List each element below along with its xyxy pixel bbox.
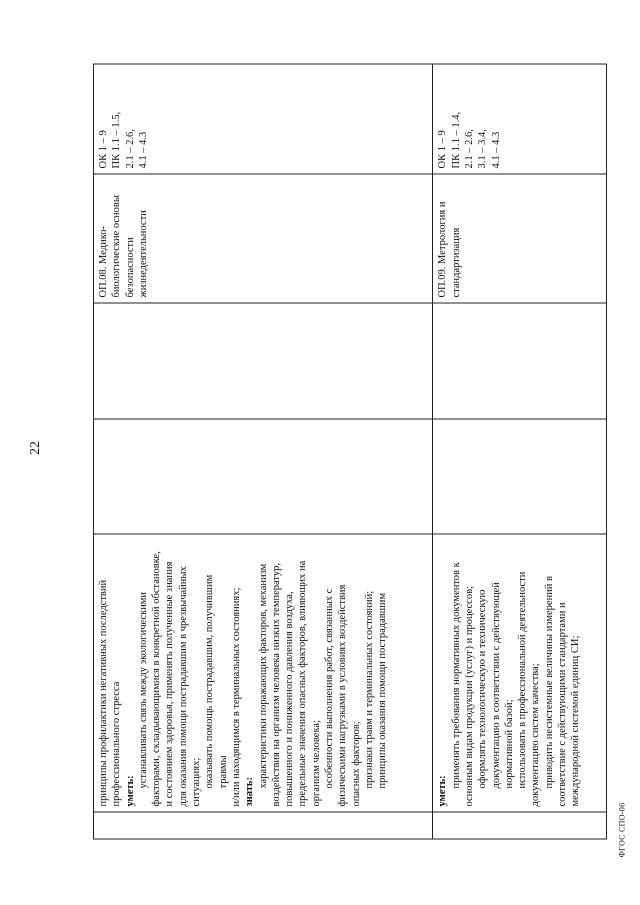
table-row <box>433 64 607 839</box>
competencies-cell <box>433 64 607 174</box>
discipline-line: ОП.09. Метрология и <box>437 201 449 298</box>
requirement-line: основным видам продукции (услуг) и процессов; <box>463 586 475 807</box>
requirement-line: характеристики поражающих факторов, механизм <box>257 563 269 789</box>
requirement-line: и/или находящимся в терминальных состояниях; <box>230 587 242 807</box>
requirement-line: физическими нагрузками в условиях воздействия <box>337 584 349 807</box>
competency-line: 4.1 – 4.3 <box>490 131 502 169</box>
hours-cell <box>433 303 607 419</box>
discipline-line: жизнедеятельности <box>137 210 149 298</box>
table-row <box>94 64 433 839</box>
requirement-line: международной системой единиц СИ; <box>570 635 582 807</box>
discipline-line: ОП.08. Медико- <box>98 225 109 298</box>
requirement-line: применять требования нормативных документов к <box>450 562 462 789</box>
requirement-line: воздействия на организм человека низких температур, <box>270 563 282 807</box>
competency-line: ОК 1 – 9 <box>98 130 109 169</box>
competency-line: ПК 1.1 – 1.5, <box>111 111 123 169</box>
discipline-line: безопасности <box>124 237 136 298</box>
requirement-line: использовать в профессиональной деятельности <box>517 571 529 789</box>
requirement-line: ситуациях; <box>191 757 203 807</box>
requirement-line: для оказания помощи пострадавшим в чрезвычайных <box>177 566 189 807</box>
discipline-line: биологические основы <box>111 195 123 298</box>
section-heading: уметь: <box>124 775 136 807</box>
requirement-line: устанавливать связь между экологическими <box>137 591 149 789</box>
curriculum-table-rotated <box>93 65 607 840</box>
requirements-cell <box>433 534 607 812</box>
index-cell <box>94 812 433 839</box>
requirement-line: нормативной базой; <box>503 699 515 789</box>
hours-cell <box>433 419 607 534</box>
requirement-line: приводить несистемные величины измерений в <box>543 575 555 789</box>
section-heading: знать: <box>244 777 256 807</box>
requirement-line: оформлять технологическую и техническую <box>477 589 489 789</box>
requirement-line: факторами, складывающимися в конкретной обстановке, <box>151 551 163 807</box>
requirement-line: повышенного и пониженного давления воздуха, <box>284 591 296 807</box>
discipline-cell <box>433 174 607 303</box>
requirement-line: принципы профилактики негативных последствий <box>98 579 109 807</box>
requirement-line: принципы оказания помощи пострадавшим <box>377 592 389 789</box>
requirement-line: оказывать помощь пострадавшим, получившим травмы <box>204 574 229 789</box>
competency-line: 4.1 – 4.3 <box>137 131 149 169</box>
requirement-line: профессионального стресса <box>111 681 123 807</box>
requirement-line: организм человека; <box>310 720 322 807</box>
competency-line: ОК 1 – 9 <box>437 130 449 169</box>
competency-line: ПК 1.1 – 1.4, <box>450 111 462 169</box>
requirement-line: особенности выполнения работ, связанных с <box>324 588 336 789</box>
section-heading: уметь: <box>437 775 449 807</box>
requirement-line: предельные значения опасных факторов, влияющих на <box>297 560 309 807</box>
requirement-line: соответствие с действующими стандартами и <box>557 602 569 807</box>
competency-line: 2.1 – 2.6, <box>463 129 475 169</box>
competencies-cell <box>94 64 433 174</box>
requirements-cell <box>94 534 433 812</box>
footer-code: ФГОС СПО-06 <box>617 802 627 858</box>
page-number: 22 <box>28 441 43 455</box>
requirement-line: опасных факторов; <box>350 721 362 807</box>
hours-cell <box>94 419 433 534</box>
requirement-line: документацию в соответствии с действующей <box>490 582 502 789</box>
competency-line: 3.1 – 3.4, <box>477 129 489 169</box>
table-body <box>94 64 607 839</box>
requirement-line: документацию систем качества; <box>530 663 542 807</box>
requirement-line: и состоянием здоровья, применять полученные знания <box>164 561 176 807</box>
discipline-line: стандартизация <box>450 227 462 298</box>
index-cell <box>433 812 607 839</box>
discipline-cell <box>94 174 433 303</box>
requirement-line: признаки травм и терминальных состояний; <box>363 590 375 789</box>
competency-line: 2.1 – 2.6, <box>124 129 136 169</box>
curriculum-table <box>93 64 607 840</box>
hours-cell <box>94 303 433 419</box>
